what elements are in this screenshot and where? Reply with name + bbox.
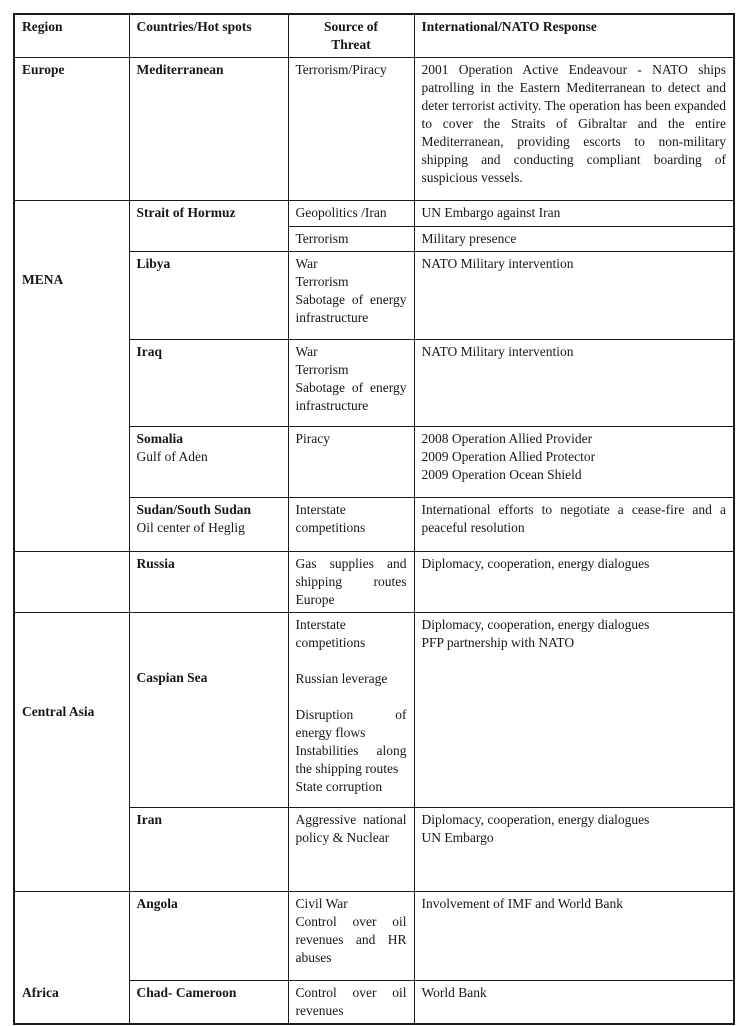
cell-country-caspian [129, 613, 288, 808]
paragraph-line: Interstate competitions [295, 617, 366, 650]
paragraph-line: Terrorism [295, 274, 349, 289]
cell-threat-iran [288, 808, 414, 892]
cell-threat-somalia [288, 427, 414, 498]
paragraph-line: Russian leverage [295, 671, 388, 686]
country-name: Strait of Hormuz [136, 205, 236, 220]
paragraph-line: Disruption of energy flows [295, 707, 407, 740]
hotspots-table [13, 13, 735, 1025]
paragraph-line: Diplomacy, cooperation, energy dialogues [421, 556, 650, 571]
paragraph-line: Control over oil revenues [295, 985, 407, 1018]
cell-response-iraq [414, 340, 734, 427]
cell-response-hormuz-military: Military presence [414, 227, 734, 252]
paragraph-line: NATO Military intervention [421, 256, 574, 271]
cell-threat-mediterranean [288, 58, 414, 201]
cell-country-hormuz [129, 201, 288, 252]
cell-threat-angola [288, 892, 414, 981]
paragraph-line: Instabilities along the shipping routes [295, 743, 407, 776]
cell-response-hormuz-embargo: UN Embargo against Iran [414, 201, 734, 227]
cell-threat-caspian [288, 613, 414, 808]
country-name: Angola [136, 896, 178, 911]
cell-response-russia [414, 552, 734, 613]
paragraph-line: Diplomacy, cooperation, energy dialogues [421, 617, 650, 632]
header-nato-response: International/NATO Response [414, 14, 734, 58]
cell-country-russia [129, 552, 288, 613]
cell-threat-sudan [288, 498, 414, 552]
paragraph-line: NATO Military intervention [421, 344, 574, 359]
paragraph-line: 2009 Operation Allied Protector [421, 449, 596, 464]
country-name: Russia [136, 556, 175, 571]
row-angola [14, 892, 734, 981]
cell-country-angola [129, 892, 288, 981]
paragraph-line: Gas supplies and shipping routes Europe [295, 556, 407, 607]
country-subtitle: Oil center of Heglig [136, 520, 245, 535]
paragraph-line: World Bank [421, 985, 487, 1000]
cell-threat-chad [288, 981, 414, 1025]
cell-response-somalia [414, 427, 734, 498]
paragraph-line: PFP partnership with NATO [421, 635, 575, 650]
country-name: Libya [136, 256, 171, 271]
paragraph-line: Piracy [295, 431, 330, 446]
paragraph-line [296, 688, 407, 706]
paragraph-line: War [295, 344, 318, 359]
row-mediterranean [14, 58, 734, 201]
paragraph-line: Civil War [295, 896, 348, 911]
cell-region-central-asia: Central Asia [14, 613, 129, 892]
cell-country-somalia [129, 427, 288, 498]
row-russia [14, 552, 734, 613]
paragraph-line: International efforts to negotiate a cease-fire and a peaceful resolution [421, 502, 726, 535]
paragraph-line: 2001 Operation Active Endeavour - NATO ships patrolling in the Eastern Mediterranean to detect and deter terrorist activity. The operation has been expanded to cover the Straits of Gibraltar and the entire Mediterranean, providing escorts to non-military shipping and conducting compliant boarding of suspicious vessels. [421, 62, 726, 185]
cell-response-mediterranean [414, 58, 734, 201]
cell-region-africa: Africa [14, 892, 129, 1025]
cell-region-mena: MENA [14, 201, 129, 552]
paragraph-line: Control over oil revenues and HR abuses [295, 914, 407, 965]
cell-threat-hormuz-geopolitics: Geopolitics /Iran [288, 201, 414, 227]
cell-response-sudan [414, 498, 734, 552]
paragraph-line: Interstate competitions [295, 502, 366, 535]
cell-country-sudan [129, 498, 288, 552]
header-source-of-threat: Source of Threat [288, 14, 414, 58]
country-subtitle: Gulf of Aden [136, 449, 208, 464]
paragraph-line: 2009 Operation Ocean Shield [421, 467, 582, 482]
cell-country-chad [129, 981, 288, 1025]
paragraph-line: Sabotage of energy infrastructure [295, 380, 407, 413]
row-caspian [14, 613, 734, 808]
country-name: Somalia [136, 431, 184, 446]
paragraph-line: Terrorism/Piracy [295, 62, 387, 77]
cell-threat-hormuz-terrorism: Terrorism [288, 227, 414, 252]
cell-response-caspian [414, 613, 734, 808]
cell-country-iran [129, 808, 288, 892]
header-row [14, 14, 734, 58]
header-countries: Countries/Hot spots [129, 14, 288, 58]
country-name: Chad- Cameroon [136, 985, 237, 1000]
paragraph-line: UN Embargo [421, 830, 494, 845]
cell-response-chad [414, 981, 734, 1025]
paragraph-line: Sabotage of energy infrastructure [295, 292, 407, 325]
header-region: Region [14, 14, 129, 58]
country-name: Iraq [136, 344, 163, 359]
cell-response-angola [414, 892, 734, 981]
cell-threat-iraq [288, 340, 414, 427]
country-name: Sudan/South Sudan [136, 502, 251, 517]
paragraph-line: Involvement of IMF and World Bank [421, 896, 624, 911]
paragraph-line: Terrorism [295, 362, 349, 377]
paragraph-line: War [295, 256, 318, 271]
paragraph-line: State corruption [295, 779, 383, 794]
cell-region-europe: Europe [14, 58, 129, 201]
cell-region-empty [14, 552, 129, 613]
country-name: Iran [136, 812, 163, 827]
paragraph-line [296, 652, 407, 670]
cell-response-libya [414, 252, 734, 340]
paragraph-line: 2008 Operation Allied Provider [421, 431, 593, 446]
country-name: Caspian Sea [136, 670, 208, 685]
cell-country-libya [129, 252, 288, 340]
cell-country-iraq [129, 340, 288, 427]
paragraph-line: Diplomacy, cooperation, energy dialogues [421, 812, 650, 827]
paragraph-line: Aggressive national policy & Nuclear [295, 812, 407, 845]
country-name: Mediterranean [136, 62, 224, 77]
cell-response-iran [414, 808, 734, 892]
cell-threat-russia [288, 552, 414, 613]
cell-threat-libya [288, 252, 414, 340]
cell-country-mediterranean [129, 58, 288, 201]
row-hormuz-1 [14, 201, 734, 227]
